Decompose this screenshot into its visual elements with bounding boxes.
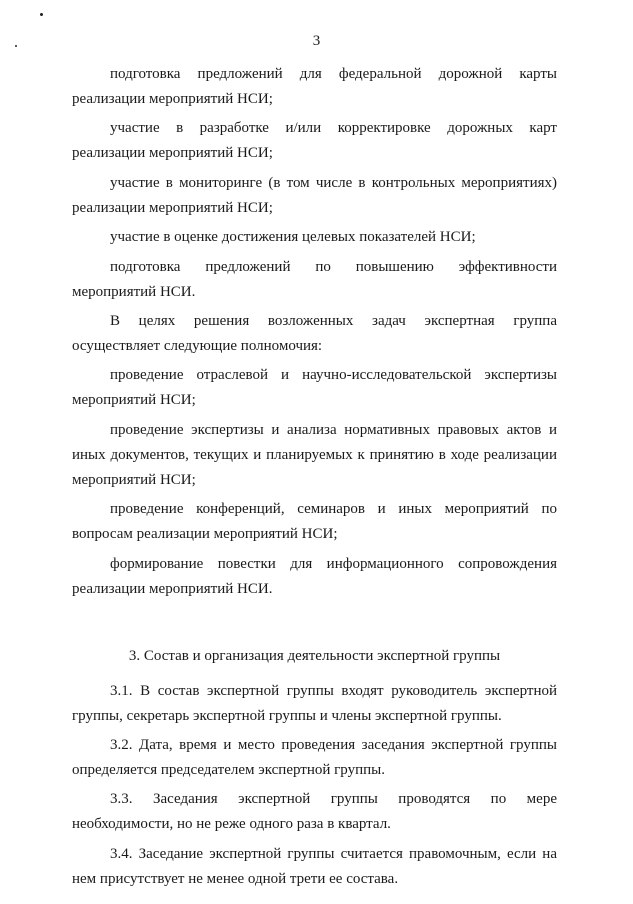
paragraph: участие в мониторинге (в том числе в контрольных мероприятиях) реализации мероприятий НСИ; xyxy=(72,174,557,216)
section-paragraph: 3.3. Заседания экспертной группы проводятся по мере необходимости, но не реже одного раза в квартал. xyxy=(72,791,557,833)
section-paragraph: 3.1. В состав экспертной группы входят руководитель экспертной группы, секретарь экспертной группы и члены экспертной группы. xyxy=(72,682,557,724)
section-heading: 3. Состав и организация деятельности экспертной группы xyxy=(128,647,501,664)
section-paragraph: 3.2. Дата, время и место проведения заседания экспертной группы определяется председателем экспертной группы. xyxy=(72,736,557,778)
paragraph: проведение конференций, семинаров и иных мероприятий по вопросам реализации мероприятий НСИ; xyxy=(72,501,557,543)
section-paragraph: 3.4. Заседание экспертной группы считается правомочным, если на нем присутствует не менее одной трети ее состава. xyxy=(72,845,557,887)
paragraph: участие в оценке достижения целевых показателей НСИ; xyxy=(110,229,476,246)
paragraph: проведение экспертизы и анализа нормативных правовых актов и иных документов, текущих и планируемых к принятию в ходе реализации мероприятий НСИ; xyxy=(72,421,557,488)
document-body xyxy=(72,62,557,896)
scan-speck xyxy=(40,13,43,16)
paragraph: участие в разработке и/или корректировке дорожных карт реализации мероприятий НСИ; xyxy=(72,120,557,162)
paragraph: В целях решения возложенных задач экспертная группа осуществляет следующие полномочия: xyxy=(72,312,557,354)
paragraph: подготовка предложений по повышению эффективности мероприятий НСИ. xyxy=(72,258,557,300)
page-number: 3 xyxy=(312,33,321,49)
paragraph: подготовка предложений для федеральной дорожной карты реализации мероприятий НСИ; xyxy=(72,66,557,107)
paragraph: формирование повестки для информационного сопровождения реализации мероприятий НСИ. xyxy=(72,555,557,597)
paragraph: проведение отраслевой и научно-исследовательской экспертизы мероприятий НСИ; xyxy=(72,367,557,409)
